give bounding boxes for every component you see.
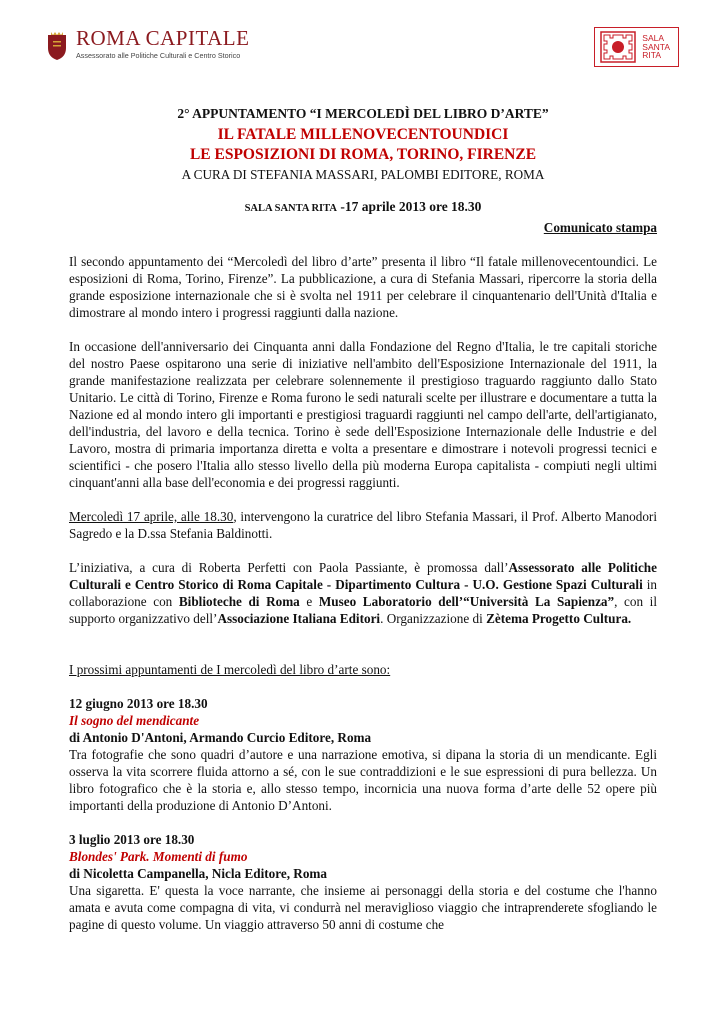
event-date: 3 luglio 2013 ore 18.30 xyxy=(69,832,195,847)
page-header xyxy=(46,28,679,73)
event-description: Tra fotografie che sono quadri d’autore e una narrazione emotiva, si dipana la storia di un mendicante. Egli osserva la vita scorrere fluida attorno a sé, con le sue contraddizioni e le sue espressioni di pura bellezza. Un libro fotografico che è la storia e, allo stesso tempo, incornicia una nuova forma d’arte delle 52 opere più importanti della produzione di Antonio D’Antoni. xyxy=(69,747,657,813)
event-description: Una sigaretta. E' questa la voce narrante, che insieme ai personaggi della storia e del costume che l'hanno amata e avuta come compagna di vita, vi condurrà nel meraviglioso viaggio che intraprenderete sfogliando le pagine di questo volume. Un viaggio attraverso 50 anni di costume che xyxy=(69,883,657,932)
paragraph-2: In occasione dell'anniversario dei Cinquanta anni dalla Fondazione del Regno d'Italia, le tre capitali storiche del nostro Paese ospitarono una serie di iniziative nell'ambito dell'Esposizione Internazionale del 1911, la grande manifestazione realizzata per celebrare solennemente il prestigioso traguardo raggiunto dallo Stato Unitario. Le città di Torino, Firenze e Roma furono le sedi naturali scelte per illustrare e documentare a tutta la Nazione ed al mondo intero gli importanti e prestigiosi traguardi raggiunti nel campo dell'arte, dell'artigianato, dell'industria, del lavoro e della tecnica. Torino è sede dell'Esposizione Internazionale delle Industrie e del Lavoro, mostra di primaria importanza diretta e volta a presentare e dimostrare i notevoli progressi tecnici e scientifici - che posero l'Italia allo stesso livello della più moderna Europa capitalista - compiuti negli ultimi cinquant'anni alla base dell'economia e dei progressi raggiunti. xyxy=(69,339,657,490)
upcoming-heading: I prossimi appuntamenti de I mercoledì del libro d’arte sono: xyxy=(69,662,391,677)
venue-line xyxy=(69,198,657,217)
venue-place: SALA SANTA RITA xyxy=(244,203,337,214)
roma-capitale-title: ROMA CAPITALE xyxy=(76,26,250,50)
title-line-1: 2° APPUNTAMENTO “I MERCOLEDÌ DEL LIBRO D’ARTE” xyxy=(177,106,549,121)
event-date: 12 giugno 2013 ore 18.30 xyxy=(69,696,208,711)
title-line-3: LE ESPOSIZIONI DI ROMA, TORINO, FIRENZE xyxy=(189,146,537,163)
assessorato-subtitle: Assessorato alle Politiche Culturali e Centro Storico xyxy=(76,51,241,60)
press-release-label: Comunicato stampa xyxy=(543,220,657,235)
logo-line-santa: SANTA xyxy=(642,41,670,52)
event-title: Il sogno del mendicante xyxy=(69,713,200,728)
sala-santa-rita-logo xyxy=(594,27,679,67)
paragraph-1: Il secondo appuntamento dei “Mercoledì del libro d’arte” presenta il libro “Il fatale millenovecentoundici. Le esposizioni di Roma, Torino, Firenze”. La pubblicazione, a cura di Stefania Massari, ripercorre la storia della grande esposizione internazionale che si è svolta nel 1911 per celebrare il cinquantenario dell'Unità d'Italia e dimostrare al mondo intero i progressi raggiunti dalla nazione. xyxy=(69,254,657,320)
document-body xyxy=(69,105,657,933)
event-date-underlined: Mercoledì 17 aprile, alle 18.30 xyxy=(69,509,234,524)
event-author: di Antonio D'Antoni, Armando Curcio Editore, Roma xyxy=(69,730,372,745)
paragraph-4: L’iniziativa, a cura di Roberta Perfetti con Paola Passiante, è promossa dall’Assessorato alle Politiche Culturali e Centro Storico di Roma Capitale - Dipartimento Cultura - U.O. Gestione Spazi Culturali in collaborazione con Biblioteche di Roma e Museo Laboratorio dell’“Università La Sapienza”, con il supporto organizzativo dell’Associazione Italiana Editori. Organizzazione di Zètema Progetto Cultura. xyxy=(69,560,657,626)
event-title: Blondes' Park. Momenti di fumo xyxy=(69,849,248,864)
roma-capitale-logo xyxy=(46,28,249,61)
sala-santa-rita-emblem-icon xyxy=(600,31,636,63)
event-author: di Nicoletta Campanella, Nicla Editore, Roma xyxy=(69,866,327,881)
paragraph-3: Mercoledì 17 aprile, alle 18.30, intervengono la curatrice del libro Stefania Massari, il Prof. Alberto Manodori Sagredo e la D.ssa Stefania Baldinotti. xyxy=(69,509,657,541)
venue-date: -17 aprile 2013 ore 18.30 xyxy=(340,199,482,214)
logo-line-sala: SALA xyxy=(642,32,665,43)
event-block xyxy=(69,695,657,814)
event-block xyxy=(69,831,657,933)
roma-shield-icon xyxy=(46,31,68,61)
logo-line-rita: RITA xyxy=(642,50,662,61)
title-line-4: A CURA DI STEFANIA MASSARI, PALOMBI EDITORE, ROMA xyxy=(181,167,545,182)
title-line-2: IL FATALE MILLENOVECENTOUNDICI xyxy=(217,126,509,143)
